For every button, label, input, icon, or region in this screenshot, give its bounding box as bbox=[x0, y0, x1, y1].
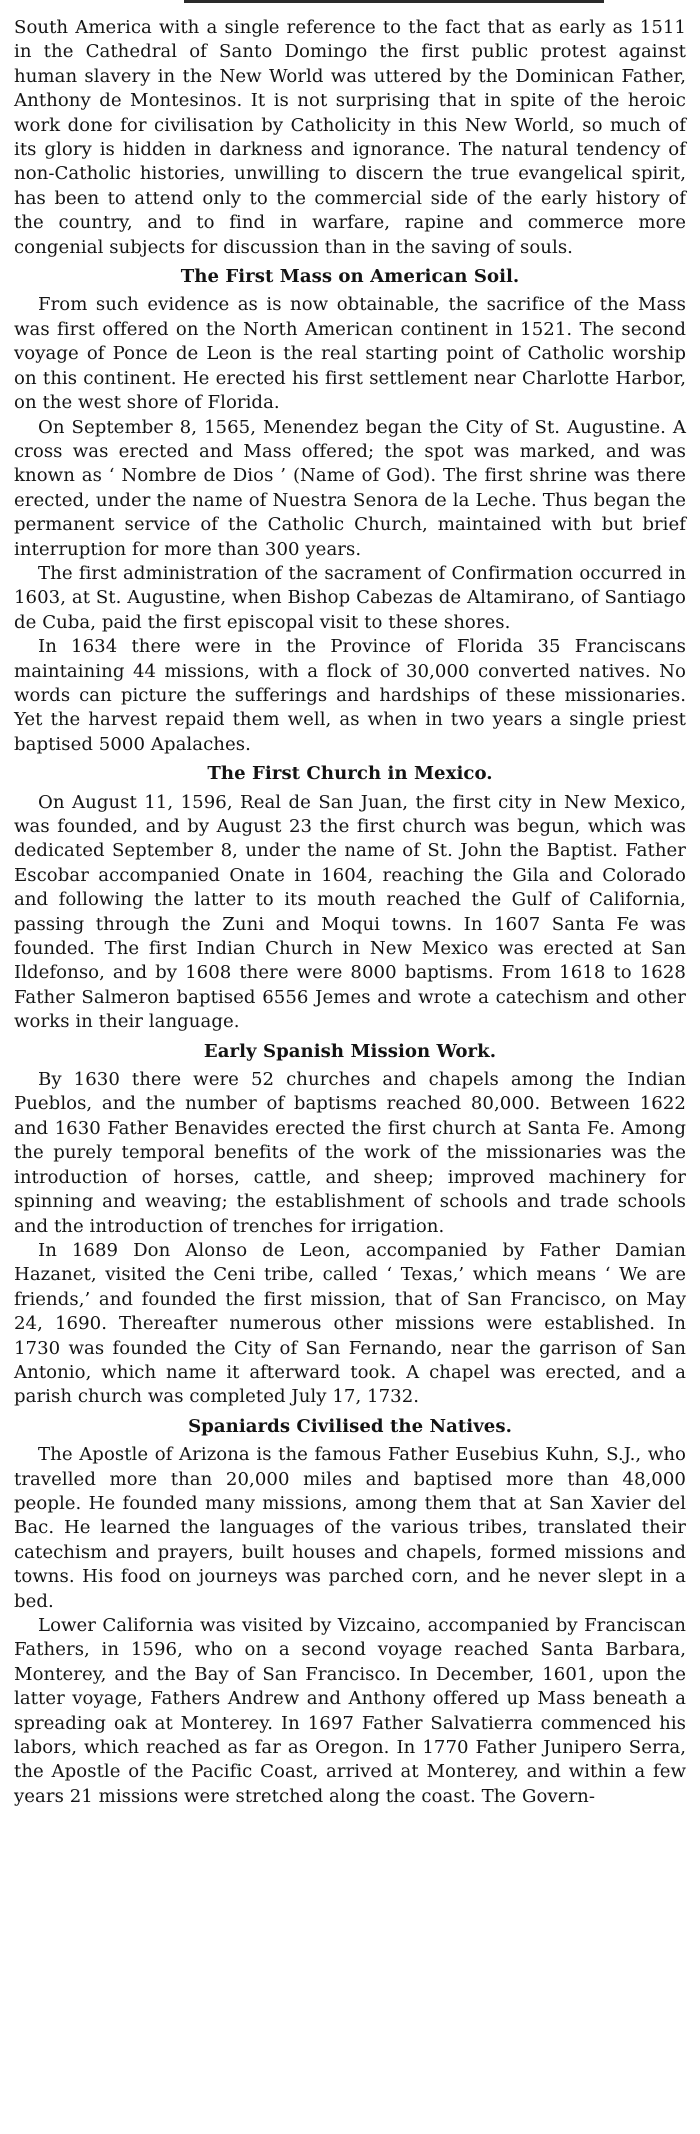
paragraph: From such evidence as is now obtainable, the sacrifice of the Mass was first offered on the North American continent in 1521. The second voyage of Ponce de Leon is the real starting point of Catholic worship on this continent. He erected his first settlement near Charlotte Harbor, on the west shore of Florida. bbox=[14, 294, 686, 414]
document-page bbox=[14, 0, 686, 1809]
page-top-rule bbox=[184, 0, 604, 3]
paragraph: Lower California was visited by Vizcaino, accompanied by Franciscan Fathers, in 1596, who on a second voyage reached Santa Barbara, Monterey, and the Bay of San Francisco. In December, 1601, upon the latter voyage, Fathers Andrew and Anthony offered up Mass beneath a spreading oak at Monterey. In 1697 Father Salvatierra commenced his labors, which reached as far as Oregon. In 1770 Father Junipero Serra, the Apostle of the Pacific Coast, arrived at Monterey, and within a few years 21 missions were stretched along the coast. The Govern- bbox=[14, 1615, 686, 1807]
heading-spaniards-civilised: Spaniards Civilised the Natives. bbox=[188, 1415, 512, 1437]
paragraph: On September 8, 1565, Menendez began the City of St. Augustine. A cross was erected and Mass offered; the spot was marked, and was known as ‘ Nombre de Dios ’ (Name of God). The first shrine was there erected, under the name of Nuestra Senora de la Leche. Thus began the permanent service of the Catholic Church, maintained with but brief interruption for more than 300 years. bbox=[14, 416, 686, 560]
article-body bbox=[14, 0, 686, 1809]
paragraph: In 1689 Don Alonso de Leon, accompanied by Father Damian Hazanet, visited the Ceni tribe, called ‘ Texas,’ which means ‘ We are friends,’ and founded the first mission, that of San Francisco, on May 24, 1690. Thereafter numerous other missions were established. In 1730 was founded the City of San Fernando, near the garrison of San Antonio, which name it afterward took. A chapel was erected, and a parish church was completed July 17, 1732. bbox=[14, 1239, 686, 1408]
paragraph: By 1630 there were 52 churches and chapels among the Indian Pueblos, and the number of baptisms reached 80,000. Between 1622 and 1630 Father Benavides erected the first church at Santa Fe. Among the purely temporal benefits of the work of the missionaries was the introduction of horses, cattle, and sheep; improved machinery for spinning and weaving; the establishment of schools and trade schools and the introduction of trenches for irrigation. bbox=[14, 1069, 686, 1237]
paragraph: The first administration of the sacrament of Confirmation occurred in 1603, at St. Augustine, when Bishop Cabezas de Altamirano, of Santiago de Cuba, paid the first episcopal visit to these shores. bbox=[14, 562, 686, 633]
heading-first-church: The First Church in Mexico. bbox=[207, 763, 493, 785]
heading-first-mass: The First Mass on American Soil. bbox=[180, 266, 520, 288]
paragraph-continued: South America with a single reference to the fact that as early as 1511 in the Cathedral of Santo Domingo the first public protest against human slavery in the New World was uttered by the Dominican Father, Anthony de Montesinos. It is not surprising that in spite of the heroic work done for civilisation by Catholicity in this New World, so much of its glory is hidden in darkness and ignorance. The natural tendency of non-Catholic histories, unwilling to discern the true evangelical spirit, has been to attend only to the commercial side of the early history of the country, and to find in warfare, rapine and commerce more congenial subjects for discussion than in the saving of souls. bbox=[14, 17, 686, 258]
paragraph: In 1634 there were in the Province of Florida 35 Franciscans maintaining 44 missions, with a flock of 30,000 converted natives. No words can picture the sufferings and hardships of these missionaries. Yet the harvest repaid them well, as when in two years a single priest baptised 5000 Apalaches. bbox=[14, 636, 686, 755]
paragraph: The Apostle of Arizona is the famous Father Eusebius Kuhn, S.J., who travelled more than 20,000 miles and baptised more than 48,000 people. He founded many missions, among them that at San Xavier del Bac. He learned the languages of the various tribes, translated their catechism and prayers, built houses and chapels, formed missions and towns. His food on journeys was parched corn, and he never slept in a bed. bbox=[14, 1444, 686, 1612]
heading-early-mission-work: Early Spanish Mission Work. bbox=[203, 1040, 497, 1062]
paragraph: On August 11, 1596, Real de San Juan, the first city in New Mexico, was founded, and by August 23 the first church was begun, which was dedicated September 8, under the name of St. John the Baptist. Father Escobar accompanied Onate in 1604, reaching the Gila and Colorado and following the latter to its mouth reached the Gulf of California, passing through the Zuni and Moqui towns. In 1607 Santa Fe was founded. The first Indian Church in New Mexico was erected at San Ildefonso, and by 1608 there were 8000 baptisms. From 1618 to 1628 Father Salmeron baptised 6556 Jemes and wrote a catechism and other works in their language. bbox=[14, 791, 686, 1033]
